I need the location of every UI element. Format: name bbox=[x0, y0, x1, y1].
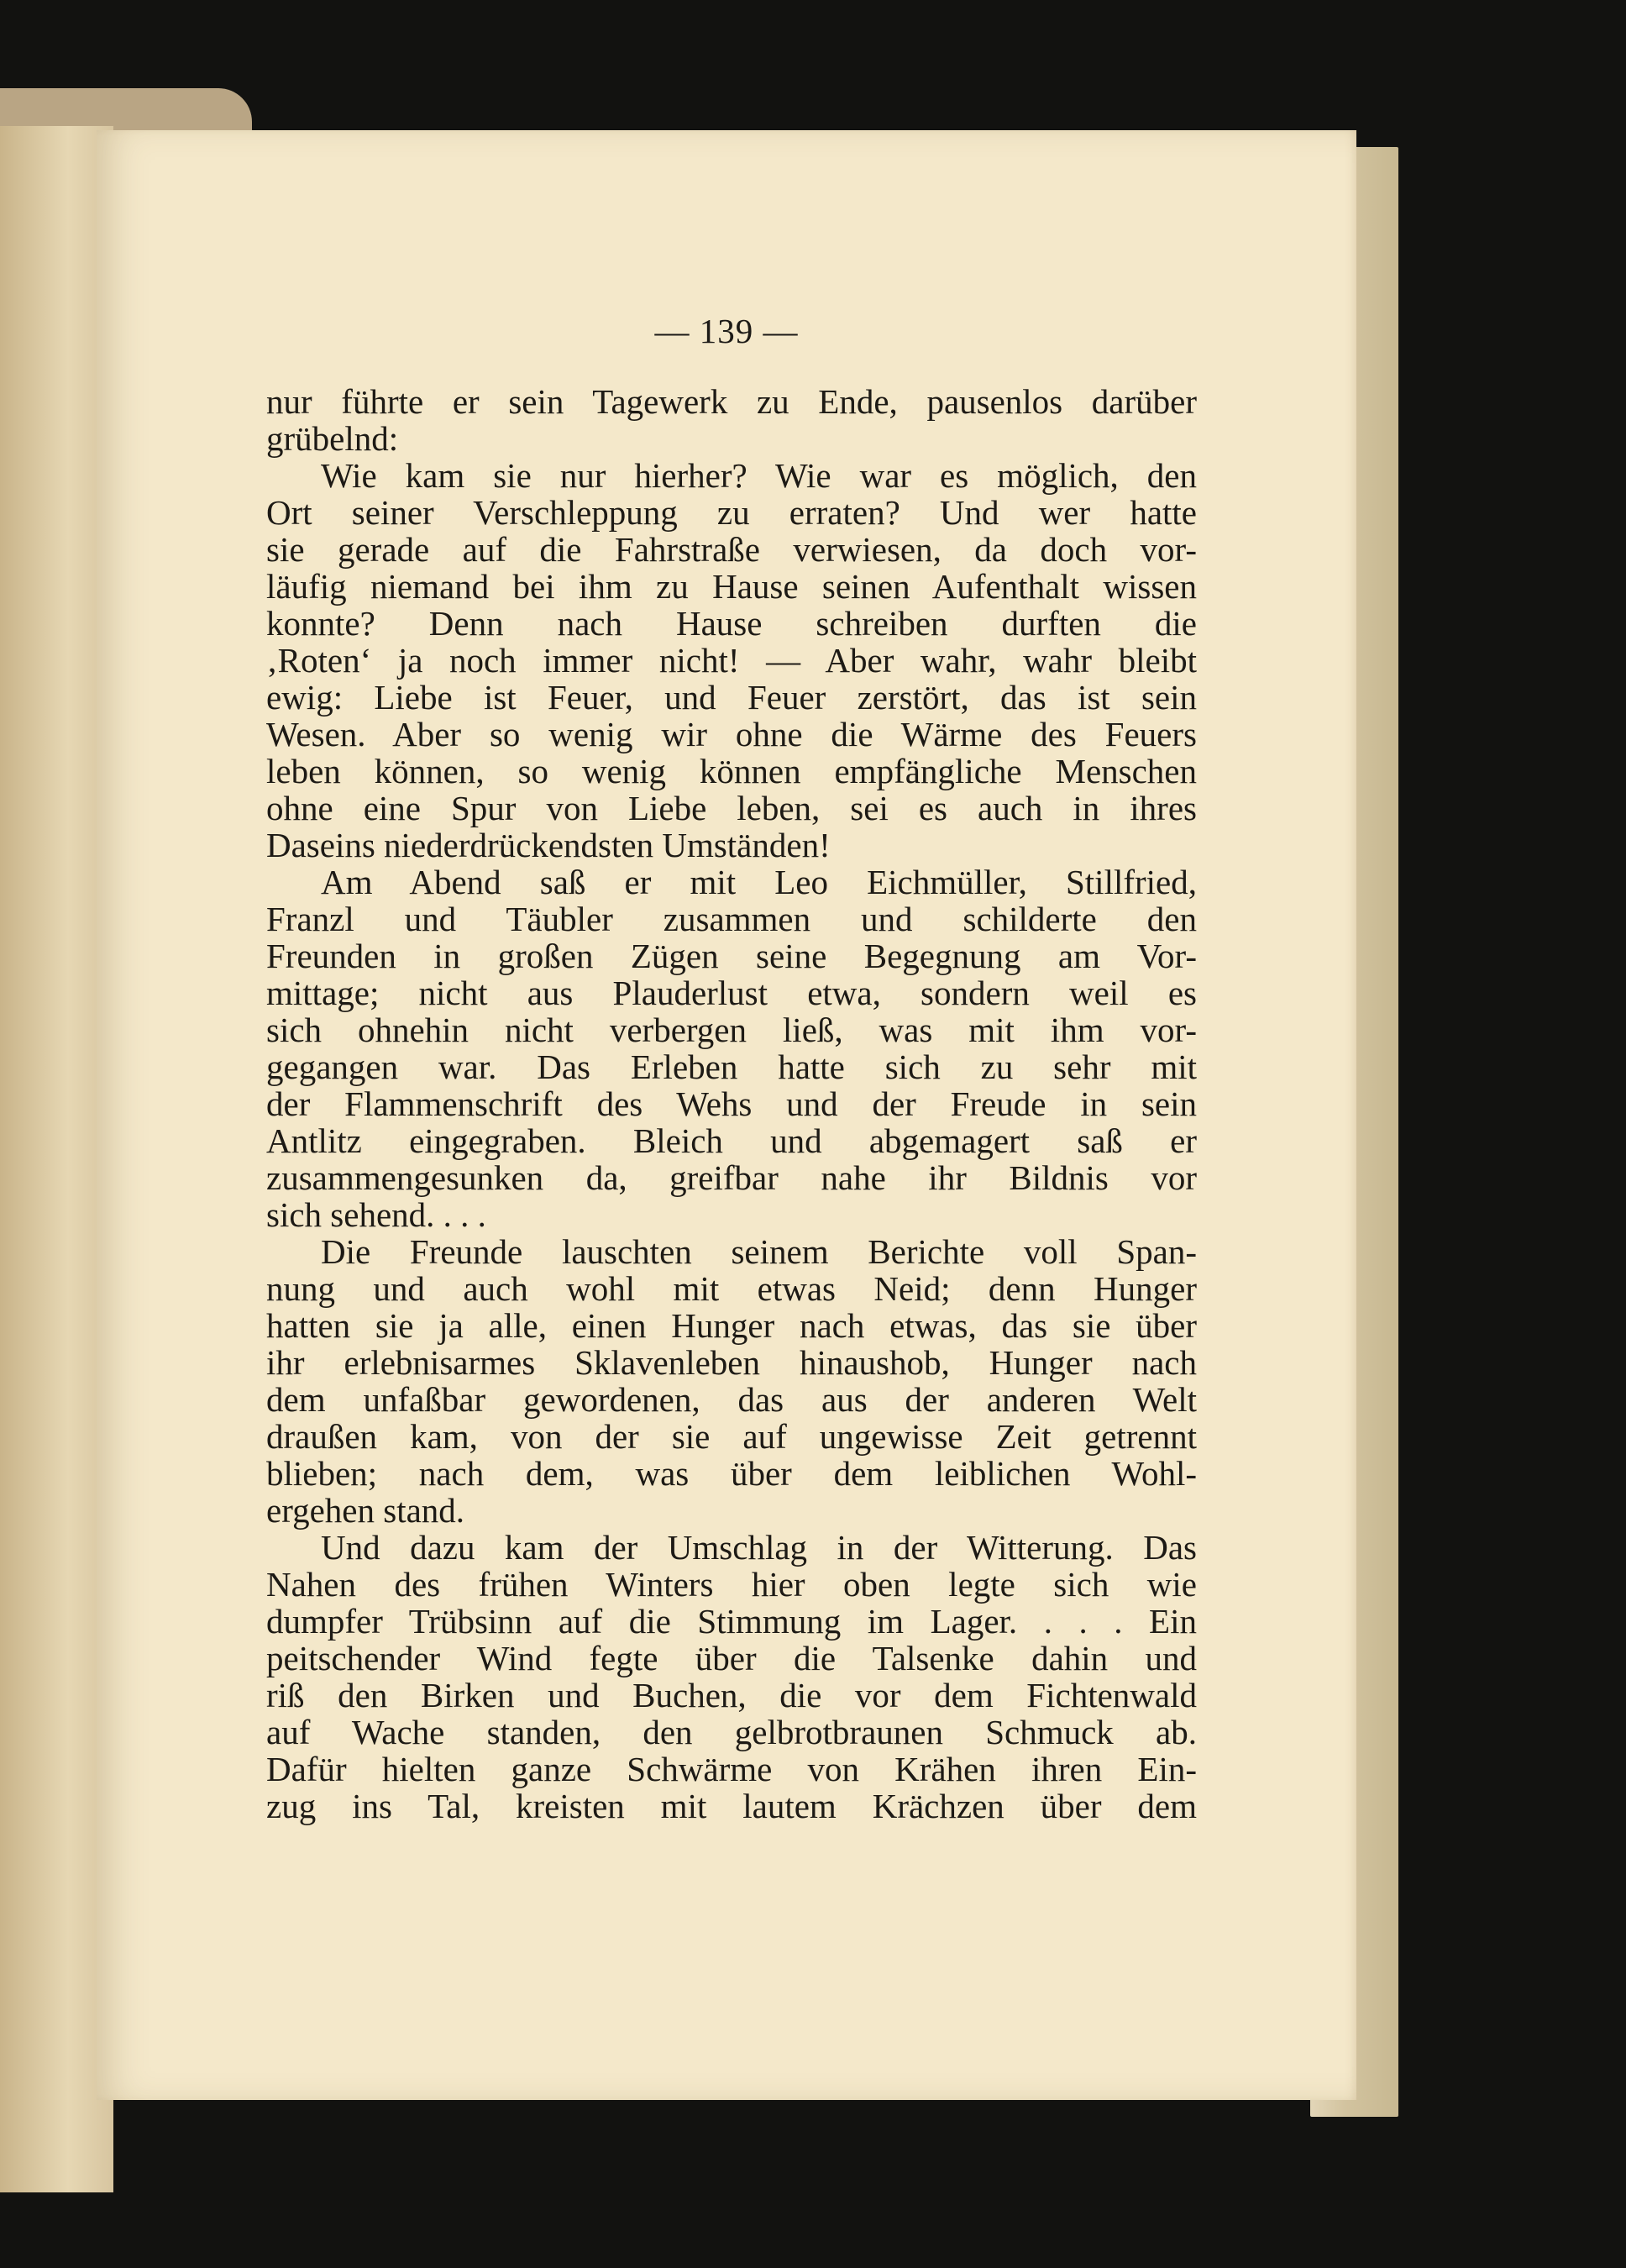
text-line: zusammengesunken da, greifbar nahe ihr Bildnis vor bbox=[266, 1158, 1197, 1197]
text-line: Am Abend saß er mit Leo Eichmüller, Stillfried, bbox=[321, 863, 1197, 901]
book-page bbox=[97, 130, 1356, 2100]
text-line: blieben; nach dem, was über dem leiblichen Wohl- bbox=[266, 1454, 1197, 1493]
text-line: grübelnd: bbox=[266, 419, 399, 458]
text-line: Freunden in großen Zügen seine Begegnung am Vor- bbox=[266, 937, 1197, 975]
text-line: ergehen stand. bbox=[266, 1491, 465, 1530]
text-line: ihr erlebnisarmes Sklavenleben hinaushob, Hunger nach bbox=[266, 1343, 1197, 1382]
text-line: sie gerade auf die Fahrstraße verwiesen, da doch vor- bbox=[266, 530, 1197, 569]
text-line: draußen kam, von der sie auf ungewisse Zeit getrennt bbox=[266, 1417, 1197, 1456]
page-number: — 139 — bbox=[654, 312, 799, 350]
text-line: mittage; nicht aus Plauderlust etwa, sondern weil es bbox=[266, 974, 1197, 1012]
text-line: riß den Birken und Buchen, die vor dem Fichtenwald bbox=[266, 1676, 1197, 1714]
text-line: sich ohnehin nicht verbergen ließ, was mit ihm vor- bbox=[266, 1011, 1197, 1049]
text-line: sich sehend. . . . bbox=[266, 1195, 486, 1234]
text-line: Wie kam sie nur hierher? Wie war es möglich, den bbox=[321, 456, 1197, 495]
text-line: Ort seiner Verschleppung zu erraten? Und wer hatte bbox=[266, 493, 1197, 532]
text-line: hatten sie ja alle, einen Hunger nach etwas, das sie über bbox=[266, 1306, 1197, 1345]
text-line: auf Wache standen, den gelbrotbraunen Schmuck ab. bbox=[266, 1713, 1197, 1751]
text-line: Franzl und Täubler zusammen und schilderte den bbox=[266, 900, 1197, 938]
text-line: Die Freunde lauschten seinem Berichte voll Span- bbox=[321, 1232, 1197, 1271]
text-line: Daseins niederdrückendsten Umständen! bbox=[266, 826, 831, 864]
text-line: Nahen des frühen Winters hier oben legte sich wie bbox=[266, 1565, 1197, 1604]
text-line: dem unfaßbar gewordenen, das aus der anderen Welt bbox=[266, 1380, 1197, 1419]
text-line: konnte? Denn nach Hause schreiben durften die bbox=[266, 604, 1197, 643]
text-line: Dafür hielten ganze Schwärme von Krähen ihren Ein- bbox=[266, 1750, 1197, 1788]
text-line: zug ins Tal, kreisten mit lautem Krächzen über dem bbox=[266, 1787, 1197, 1825]
text-line: ohne eine Spur von Liebe leben, sei es auch in ihres bbox=[266, 789, 1197, 827]
text-line: ‚Roten‘ ja noch immer nicht! — Aber wahr, wahr bleibt bbox=[266, 641, 1197, 680]
text-line: der Flammenschrift des Wehs und der Freude in sein bbox=[266, 1084, 1197, 1123]
text-line: Und dazu kam der Umschlag in der Witterung. Das bbox=[321, 1528, 1197, 1567]
text-line: nung und auch wohl mit etwas Neid; denn Hunger bbox=[266, 1269, 1197, 1308]
text-line: ewig: Liebe ist Feuer, und Feuer zerstört, das ist sein bbox=[266, 678, 1197, 717]
text-line: dumpfer Trübsinn auf die Stimmung im Lager. . . . Ein bbox=[266, 1602, 1197, 1641]
text-line: gegangen war. Das Erleben hatte sich zu sehr mit bbox=[266, 1047, 1197, 1086]
text-line: peitschender Wind fegte über die Talsenke dahin und bbox=[266, 1639, 1197, 1677]
text-line: nur führte er sein Tagewerk zu Ende, pausenlos darüber bbox=[266, 382, 1197, 421]
text-line: Antlitz eingegraben. Bleich und abgemagert saß er bbox=[266, 1121, 1197, 1160]
text-line: leben können, so wenig können empfängliche Menschen bbox=[266, 752, 1197, 790]
text-line: läufig niemand bei ihm zu Hause seinen Aufenthalt wissen bbox=[266, 567, 1197, 606]
text-line: Wesen. Aber so wenig wir ohne die Wärme des Feuers bbox=[266, 715, 1197, 753]
